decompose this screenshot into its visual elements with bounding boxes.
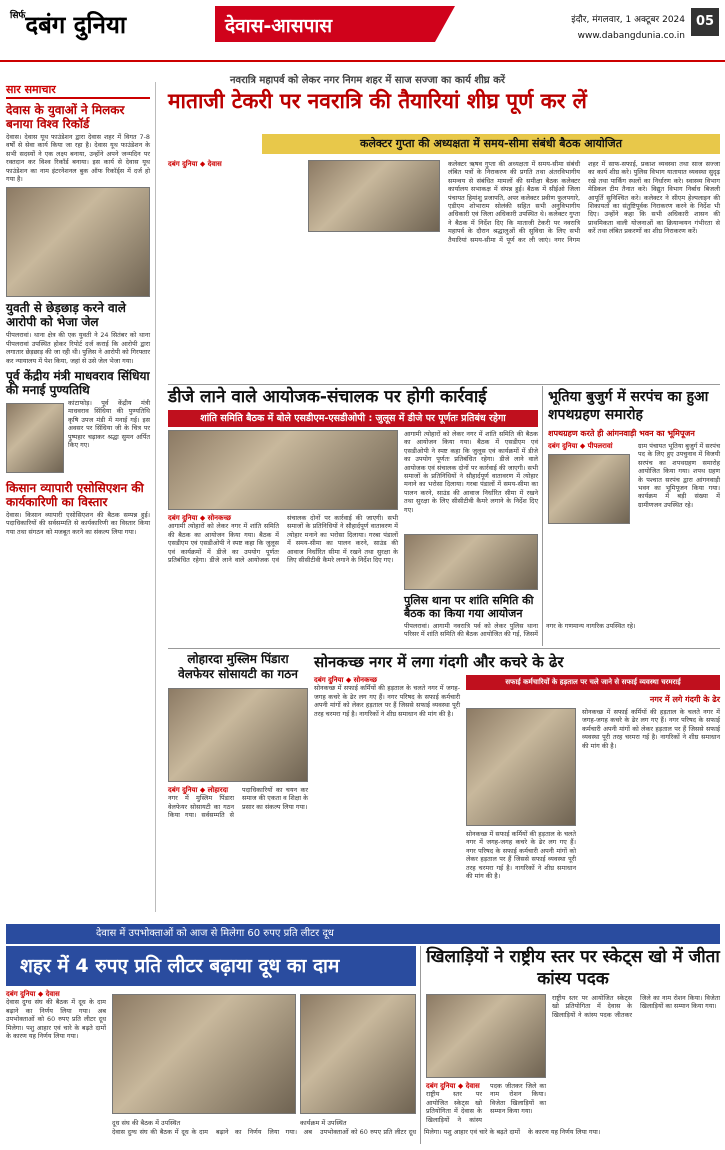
- story-text: देवास दुग्ध संघ की बैठक में दूध के दाम बढ़ाने का निर्णय लिया गया। अब उपभोक्ताओं को 60 रुपए प्रति लीटर दूध मिलेगा। पशु आहार एवं चारे के बढ़ते दामों के कारण यह निर्णय लिया गया।: [6, 998, 106, 1041]
- bhumi-subhead: शपथग्रहण करते ही आंगनवाड़ी भवन का भूमिपूजन: [548, 429, 695, 438]
- kho-headline: खिलाड़ियों ने राष्ट्रीय स्तर पर स्केट्स खो में जीता कांस्य पदक: [426, 947, 720, 989]
- milk-speaker-photo: [300, 994, 416, 1114]
- dj-story-body: [168, 514, 398, 620]
- byline: दबंग दुनिया ◆ सोनकच्छ: [314, 676, 377, 684]
- milk-story-continued: [112, 1128, 601, 1144]
- kho-team-photo: [426, 994, 546, 1078]
- left-section-title: सार समाचार: [6, 82, 150, 99]
- left-news-column: [6, 82, 156, 912]
- meeting-photo: [308, 160, 440, 232]
- story-text: सोनकच्छ में सफाई कर्मियों की हड़ताल के चलते नगर में जगह-जगह कचरे के ढेर लग गए हैं। नगर परिषद के सफाई कर्मचारी अपनी मांगों को लेकर हड़ताल पर हैं जिससे सफाई व्यवस्था पूरी तरह चरमरा गई है। नागरिकों ने शीघ्र समाधान की मांग की है।: [466, 830, 576, 881]
- issue-date: इंदौर, मंगलवार, 1 अक्टूबर 2024: [571, 15, 685, 25]
- main-subhead: कलेक्टर गुप्ता की अध्यक्षता में समय-सीमा संबंधी बैठक आयोजित: [262, 134, 720, 154]
- main-headline: माताजी टेकरी पर नवरात्रि की तैयारियां शीघ्र पूर्ण कर लें: [168, 89, 587, 113]
- police-meeting-photo: [404, 534, 538, 590]
- divider: [420, 946, 421, 1144]
- byline: दबंग दुनिया ◆ पीपलरावां: [548, 442, 613, 450]
- story-headline: युवती से छेड़छाड़ करने वाले आरोपी को भेजा जेल: [6, 301, 126, 330]
- story-text: सोनकच्छ में सफाई कर्मियों की हड़ताल के चलते नगर में जगह-जगह कचरे के ढेर लग गए हैं। नगर परिषद के सफाई कर्मचारी अपनी मांगों को लेकर हड़ताल पर हैं जिससे सफाई व्यवस्था पूरी तरह चरमरा गई है। नागरिकों ने शीघ्र समाधान की मांग की है।: [582, 708, 720, 750]
- pindara-headline: लोहारदा मुस्लिम पिंडारा वेलफेयर सोसायटी का गठन: [178, 652, 298, 681]
- photo-caption: दूध संघ की बैठक में उपस्थित: [112, 1119, 181, 1127]
- website-link[interactable]: www.dabangdunia.co.in: [577, 31, 685, 41]
- dj-meeting-photo: [168, 430, 398, 510]
- masthead: [0, 0, 725, 62]
- byline: दबंग दुनिया ◆ देवास: [6, 990, 60, 998]
- ticker-bar: देवास में उपभोक्ताओं को आज से मिलेगा 60 रुपए प्रति लीटर दूध: [6, 924, 720, 944]
- story-body: पीपलरावां। थाना क्षेत्र की एक युवती ने 24 सितंबर को थाना पीपलरावां उपस्थित होकर रिपोर्ट दर्ज कराई कि आरोपी द्वारा लगातार छेड़छाड़ की जा रही थी। पुलिस ने आरोपी को गिरफ्तार कर न्यायालय में पेश किया, जहां से उसे जेल भेजा गया।: [6, 331, 150, 365]
- pindara-story-body: [168, 786, 308, 916]
- story-headline: देवास के युवाओं ने मिलकर बनाया विश्व रिकॉर्ड: [6, 103, 125, 131]
- bhumi-headline: भूतिया बुजुर्ग में सरपंच का हुआ शपथग्रहण समारोह: [548, 389, 709, 423]
- main-kicker: नवरात्रि महापर्व को लेकर नगर निगम शहर में साज सज्जा का कार्य शीघ्र करें: [230, 75, 505, 86]
- story-text: आगामी त्योहारों को लेकर नगर में शांति समिति की बैठक का आयोजन किया गया। बैठक में एसडीएम एवं एसडीओपी ने स्पष्ट कहा कि जुलूस एवं कार्यक्रमों में डीजे का उपयोग पूर्णतः प्रतिबंधित रहेगा। डीजे लाने वाले आयोजक एवं संचालक दोनों पर कार्रवाई की जाएगी। सभी समाजों के प्रतिनिधियों ने सौहार्दपूर्ण वातावरण में त्योहार मनाने का भरोसा दिलाया। गरबा पंडालों में समय-सीमा का पालन करने, साउंड की आवाज निर्धारित सीमा में रखने तथा सुरक्षा के लिए सीसीटीवी कैमरे लगाने के निर्देश दिए गए।: [168, 514, 398, 565]
- divider: [542, 386, 543, 646]
- masthead-meta: [571, 12, 685, 44]
- story-text: राष्ट्रीय स्तर पर आयोजित स्केट्स खो प्रतियोगिता में देवास के खिलाड़ियों ने कांस्य पदक जीतकर जिले का नाम रोशन किया। विजेता खिलाड़ियों का सम्मान किया गया।: [552, 994, 720, 1019]
- section-banner: देवास-आसपास: [215, 6, 435, 42]
- garbage-story-body: [314, 676, 460, 916]
- photo-caption: कार्यक्रम में उपस्थित: [300, 1119, 347, 1127]
- kho-story-body: [426, 1082, 546, 1144]
- story-text: आगामी त्योहारों को लेकर नगर में शांति समिति की बैठक का आयोजन किया गया। बैठक में एसडीएम एवं एसडीओपी ने स्पष्ट कहा कि जुलूस एवं कार्यक्रमों में डीजे का उपयोग पूर्णतः प्रतिबंधित रहेगा। डीजे लाने वाले आयोजक एवं संचालक दोनों पर कार्रवाई की जाएगी। सभी समाजों के प्रतिनिधियों ने सौहार्दपूर्ण वातावरण में त्योहार मनाने का भरोसा दिलाया। गरबा पंडालों में समय-सीमा का पालन करने, साउंड की आवाज निर्धारित सीमा में रखने तथा सुरक्षा के लिए सीसीटीवी कैमरे लगाने के निर्देश दिए गए।: [404, 430, 538, 514]
- dj-story-continued: [404, 430, 538, 530]
- garbage-headline: सोनकच्छ नगर में लगा गंदगी और कचरे के ढेर: [314, 653, 564, 671]
- portrait-photo: [6, 403, 64, 473]
- story-text: पीपलरावां। आगामी नवरात्रि पर्व को लेकर पुलिस थाना परिसर में शांति समिति की बैठक आयोजित की गई, जिसमें नगर के गणमान्य नागरिक उपस्थित रहे।: [404, 622, 636, 639]
- story-body: देवास। देवास यूथ फाउंडेशन द्वारा देवास शहर में विगत 7-8 वर्षों से सेवा कार्य किया जा रहा है। देवास यूथ फाउंडेशन के सभी सदस्यों ने एक लक्ष्य बनाया, उन्होंने अपने जन्मदिन पर रक्तदान कर विश्व रिकॉर्ड बनाया। इस कार्य से देवास यूथ फाउंडेशन का नाम इंटरनेशनल बुक ऑफ रिकॉर्ड्स में दर्ज हो गया है।: [6, 133, 150, 184]
- byline: दबंग दुनिया ◆ देवास: [168, 160, 222, 168]
- divider: [168, 384, 720, 385]
- story-body: कांटाफोड़। पूर्व केंद्रीय मंत्री माधवराव सिंधिया की पुण्यतिथि कृषि उपज मंडी में मनाई गई। इस अवसर पर सिंधिया जी के चित्र पर पुष्पहार चढ़ाकर श्रद्धा सुमन अर्पित किए गए।: [68, 399, 150, 450]
- story-text: नगर में मुस्लिम पिंडारा वेलफेयर सोसायटी का गठन किया गया। सर्वसम्मति से पदाधिकारियों का चयन कर समाज की एकता व शिक्षा के प्रसार का संकल्प लिया गया।: [168, 786, 308, 820]
- byline: दबंग दुनिया ◆ देवास: [426, 1082, 480, 1090]
- garbage-story-more: [466, 830, 576, 916]
- garbage-photo: [466, 708, 576, 826]
- story-body: देवास। किसान व्यापारी एसोसिएशन की बैठक सम्पन्न हुई। पदाधिकारियों की सर्वसम्मति से कार्यकारिणी का विस्तार किया गया तथा संगठन को मजबूत करने का संकल्प लिया गया।: [6, 511, 150, 536]
- milk-story-body: [6, 990, 106, 1134]
- kho-story-continued: [552, 994, 720, 1144]
- story-text: राष्ट्रीय स्तर पर आयोजित स्केट्स खो प्रतियोगिता में देवास के खिलाड़ियों ने कांस्य पदक जीतकर जिले का नाम रोशन किया। विजेता खिलाड़ियों का सम्मान किया गया।: [426, 1082, 546, 1124]
- story-headline: पूर्व केंद्रीय मंत्री माधवराव सिंधिया की मनाई पुण्यतिथि: [6, 369, 150, 398]
- story-text: ग्राम पंचायत भूतिया बुजुर्ग में सरपंच पद के लिए हुए उपचुनाव में विजयी सरपंच का शपथग्रहण समारोह आयोजित किया गया। शपथ ग्रहण के पश्चात सरपंच द्वारा आंगनवाड़ी भवन का भूमिपूजन किया गया। कार्यक्रम में बड़ी संख्या में ग्रामीणजन उपस्थित रहे।: [638, 442, 720, 509]
- story-headline: किसान व्यापारी एसोसिएशन की कार्यकारिणी का विस्तार: [6, 481, 144, 510]
- sarpanch-photo: [548, 454, 630, 524]
- story-text: कलेक्टर ऋषव गुप्ता की अध्यक्षता में समय-सीमा संबंधी लंबित पत्रों के निराकरण की प्रगति तथा अंतरविभागीय समन्वय से संबंधित मामलों की समीक्षा बैठक कलेक्टर कार्यालय सभाकक्ष में संपन्न हुई। बैठक में सीईओ जिला पंचायत हिमांशु प्रजापति, अपर कलेक्टर प्रवीण फुलपगारे, एडीएम शोभाराम सोलंकी सहित सभी अनुविभागीय अधिकारी एवं जिला अधिकारी उपस्थित थे। कलेक्टर गुप्ता ने बैठक में निर्देश दिए कि माताजी टेकरी पर नवरात्रि महापर्व के दौरान श्रद्धालुओं की सुविधा के लिए सभी तैयारियां समय-सीमा में पूर्ण कर ली जाएं। नगर निगम शहर में साफ-सफाई, प्रकाश व्यवस्था तथा साज सज्जा का कार्य शीघ्र करे। पुलिस विभाग यातायात व्यवस्था सुदृढ़ रखे तथा पार्किंग स्थलों का निर्धारण करे। स्वास्थ्य विभाग मेडिकल टीम तैनात करे। विद्युत विभाग निर्बाध बिजली आपूर्ति सुनिश्चित करे। कलेक्टर ने सीएम हेल्पलाइन की शिकायतों का संतुष्टिपूर्वक निराकरण करने के निर्देश भी दिए। उन्होंने कहा कि सभी अधिकारी शासन की प्राथमिकता वाली योजनाओं का क्रियान्वयन गंभीरता से करें तथा लंबित प्रकरणों का शीघ्र निराकरण करें।: [448, 160, 720, 244]
- bhumi-story-body: [548, 442, 720, 648]
- main-story-body: [168, 160, 720, 380]
- dj-strip: शांति समिति बैठक में बोले एसडीएम-एसडीओपी : जुलूस में डीजे पर पूर्णतः प्रतिबंध रहेगा: [168, 410, 538, 427]
- story-text: देवास दुग्ध संघ की बैठक में दूध के दाम बढ़ाने का निर्णय लिया गया। अब उपभोक्ताओं को 60 रुपए प्रति लीटर दूध मिलेगा। पशु आहार एवं चारे के बढ़ते दामों के कारण यह निर्णय लिया गया।: [112, 1128, 601, 1136]
- police-caption-headline: पुलिस थाना पर शांति समिति की बैठक का किया गया आयोजन: [404, 594, 534, 620]
- byline: दबंग दुनिया ◆ सोनकच्छ: [168, 514, 231, 522]
- divider: [168, 648, 720, 649]
- byline: दबंग दुनिया ◆ लोहारदा: [168, 786, 229, 794]
- dj-headline: डीजे लाने वाले आयोजक-संचालक पर होगी कार्रवाई: [168, 387, 487, 407]
- garbage-subhead: नगर में लगे गंदगी के ढेर: [649, 695, 720, 704]
- newspaper-logo: $^{सिर्फ}$दबंग दुनिया: [10, 10, 127, 39]
- society-photo: [168, 688, 308, 782]
- police-caption-body: [404, 622, 636, 642]
- milk-meeting-photo: [112, 994, 296, 1114]
- page-number: 05: [691, 8, 719, 36]
- news-photo: [6, 187, 150, 297]
- story-text: सोनकच्छ में सफाई कर्मियों की हड़ताल के चलते नगर में जगह-जगह कचरे के ढेर लग गए हैं। नगर परिषद के सफाई कर्मचारी अपनी मांगों को लेकर हड़ताल पर हैं जिससे सफाई व्यवस्था पूरी तरह चरमरा गई है। नागरिकों ने शीघ्र समाधान की मांग की है।: [314, 684, 460, 718]
- garbage-story-continued: [582, 708, 720, 916]
- garbage-strip: सफाई कर्मचारियों के हड़ताल पर चले जाने से सफाई व्यवस्था चरमराई: [466, 675, 720, 690]
- milk-headline: शहर में 4 रुपए प्रति लीटर बढ़ाया दूध का दाम: [6, 946, 416, 986]
